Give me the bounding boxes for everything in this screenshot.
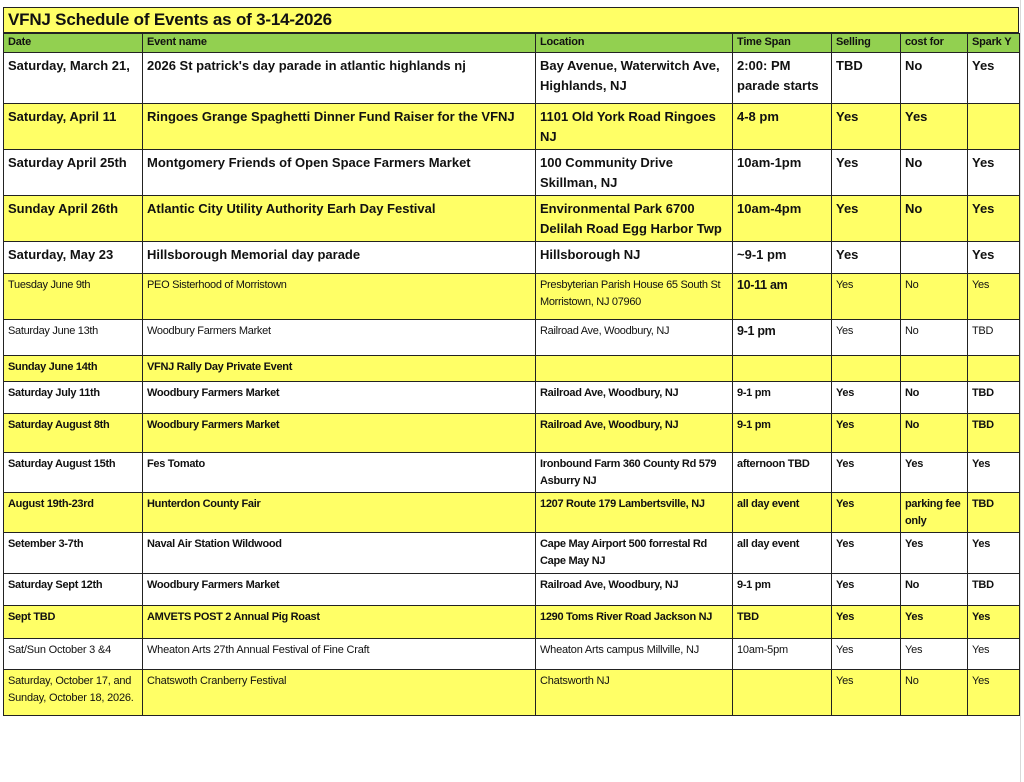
cell-event-name[interactable]: Montgomery Friends of Open Space Farmers Market [143, 150, 536, 196]
grid-edge [1020, 0, 1024, 782]
cell-selling[interactable]: Yes [832, 274, 901, 320]
cell-location[interactable]: Hillsborough NJ [536, 242, 733, 274]
cell-date[interactable]: Sept TBD [4, 606, 143, 639]
header-time-span[interactable]: Time Span [733, 34, 832, 53]
cell-event-name[interactable]: Naval Air Station Wildwood [143, 533, 536, 574]
cell-spark[interactable]: Yes [968, 670, 1020, 716]
cell-event-name[interactable]: Woodbury Farmers Market [143, 382, 536, 414]
cell-selling[interactable]: Yes [832, 574, 901, 606]
cell-date[interactable]: Saturday, March 21, [4, 53, 143, 104]
table-row [4, 320, 1020, 356]
cell-selling[interactable]: Yes [832, 196, 901, 242]
header-event-name[interactable]: Event name [143, 34, 536, 53]
table-row [4, 53, 1020, 104]
cell-date[interactable]: Saturday August 15th [4, 453, 143, 493]
cell-time-span[interactable]: 10-11 am [733, 274, 832, 320]
cell-date[interactable]: Saturday, May 23 [4, 242, 143, 274]
header-spark[interactable]: Spark Y [968, 34, 1020, 53]
table-row [4, 493, 1020, 533]
cell-location[interactable]: Bay Avenue, Waterwitch Ave, Highlands, NJ [536, 53, 733, 104]
cell-time-span[interactable]: 9-1 pm [733, 320, 832, 356]
table-row [4, 242, 1020, 274]
cell-selling[interactable] [832, 356, 901, 382]
cell-cost-for[interactable]: No [901, 670, 968, 716]
cell-event-name[interactable]: VFNJ Rally Day Private Event [143, 356, 536, 382]
cell-selling[interactable]: Yes [832, 533, 901, 574]
cell-cost-for[interactable]: No [901, 320, 968, 356]
cell-spark[interactable] [968, 104, 1020, 150]
cell-location[interactable]: Environmental Park 6700 Delilah Road Egg Harbor Twp [536, 196, 733, 242]
cell-event-name[interactable]: Woodbury Farmers Market [143, 414, 536, 453]
cell-time-span[interactable]: TBD [733, 606, 832, 639]
cell-event-name[interactable]: Hillsborough Memorial day parade [143, 242, 536, 274]
cell-date[interactable]: Saturday June 13th [4, 320, 143, 356]
cell-cost-for[interactable]: No [901, 150, 968, 196]
cell-selling[interactable]: Yes [832, 320, 901, 356]
cell-event-name[interactable]: AMVETS POST 2 Annual Pig Roast [143, 606, 536, 639]
cell-date[interactable]: Setember 3-7th [4, 533, 143, 574]
cell-cost-for[interactable]: Yes [901, 453, 968, 493]
cell-selling[interactable]: Yes [832, 150, 901, 196]
cell-cost-for[interactable]: No [901, 414, 968, 453]
cell-location[interactable]: Ironbound Farm 360 County Rd 579 Asburry NJ [536, 453, 733, 493]
cell-selling[interactable]: Yes [832, 104, 901, 150]
cell-cost-for[interactable] [901, 356, 968, 382]
cell-time-span[interactable]: afternoon TBD [733, 453, 832, 493]
header-cost-for[interactable]: cost for [901, 34, 968, 53]
events-body [4, 53, 1020, 716]
table-row [4, 606, 1020, 639]
cell-location[interactable]: Railroad Ave, Woodbury, NJ [536, 320, 733, 356]
table-row [4, 356, 1020, 382]
cell-selling[interactable]: TBD [832, 53, 901, 104]
table-row [4, 274, 1020, 320]
header-date[interactable]: Date [4, 34, 143, 53]
cell-spark[interactable]: Yes [968, 274, 1020, 320]
cell-cost-for[interactable]: No [901, 196, 968, 242]
cell-spark[interactable]: Yes [968, 606, 1020, 639]
cell-cost-for[interactable]: parking fee only [901, 493, 968, 533]
cell-time-span[interactable] [733, 670, 832, 716]
table-row [4, 196, 1020, 242]
cell-cost-for[interactable]: No [901, 53, 968, 104]
cell-cost-for[interactable]: Yes [901, 606, 968, 639]
table-row [4, 453, 1020, 493]
cell-event-name[interactable]: 2026 St patrick's day parade in atlantic highlands nj [143, 53, 536, 104]
cell-location[interactable]: Wheaton Arts campus Millville, NJ [536, 639, 733, 670]
cell-event-name[interactable]: Wheaton Arts 27th Annual Festival of Fine Craft [143, 639, 536, 670]
cell-spark[interactable]: TBD [968, 574, 1020, 606]
cell-time-span[interactable]: 10am-4pm [733, 196, 832, 242]
cell-selling[interactable]: Yes [832, 414, 901, 453]
cell-date[interactable]: Saturday, April 11 [4, 104, 143, 150]
table-row [4, 670, 1020, 716]
cell-date[interactable]: Sat/Sun October 3 &4 [4, 639, 143, 670]
header-row [4, 34, 1020, 53]
cell-event-name[interactable]: Hunterdon County Fair [143, 493, 536, 533]
cell-location[interactable] [536, 356, 733, 382]
cell-time-span[interactable] [733, 356, 832, 382]
cell-spark[interactable] [968, 356, 1020, 382]
cell-time-span[interactable]: ~9-1 pm [733, 242, 832, 274]
cell-location[interactable]: 1101 Old York Road Ringoes NJ [536, 104, 733, 150]
cell-cost-for[interactable]: No [901, 274, 968, 320]
cell-selling[interactable]: Yes [832, 493, 901, 533]
cell-date[interactable]: Sunday April 26th [4, 196, 143, 242]
cell-cost-for[interactable] [901, 242, 968, 274]
cell-event-name[interactable]: Fes Tomato [143, 453, 536, 493]
cell-spark[interactable]: Yes [968, 533, 1020, 574]
header-location[interactable]: Location [536, 34, 733, 53]
cell-event-name[interactable]: PEO Sisterhood of Morristown [143, 274, 536, 320]
sheet-title: VFNJ Schedule of Events as of 3-14-2026 [8, 10, 332, 29]
cell-spark[interactable]: TBD [968, 320, 1020, 356]
cell-spark[interactable]: TBD [968, 382, 1020, 414]
table-row [4, 639, 1020, 670]
table-row [4, 104, 1020, 150]
cell-selling[interactable]: Yes [832, 606, 901, 639]
cell-date[interactable]: Sunday June 14th [4, 356, 143, 382]
cell-time-span[interactable]: 10am-1pm [733, 150, 832, 196]
cell-event-name[interactable]: Woodbury Farmers Market [143, 574, 536, 606]
cell-location[interactable]: Railroad Ave, Woodbury, NJ [536, 382, 733, 414]
cell-selling[interactable]: Yes [832, 639, 901, 670]
cell-location[interactable]: Cape May Airport 500 forrestal Rd Cape May NJ [536, 533, 733, 574]
cell-location[interactable]: 1207 Route 179 Lambertsville, NJ [536, 493, 733, 533]
cell-spark[interactable]: TBD [968, 493, 1020, 533]
cell-time-span[interactable]: 10am-5pm [733, 639, 832, 670]
cell-spark[interactable]: Yes [968, 150, 1020, 196]
cell-date[interactable]: Saturday Sept 12th [4, 574, 143, 606]
cell-spark[interactable]: Yes [968, 453, 1020, 493]
cell-event-name[interactable]: Chatswoth Cranberry Festival [143, 670, 536, 716]
table-row [4, 382, 1020, 414]
cell-date[interactable]: Saturday August 8th [4, 414, 143, 453]
cell-time-span[interactable]: 2:00: PM parade starts [733, 53, 832, 104]
cell-selling[interactable]: Yes [832, 382, 901, 414]
events-table [3, 33, 1020, 716]
cell-selling[interactable]: Yes [832, 242, 901, 274]
cell-selling[interactable]: Yes [832, 453, 901, 493]
cell-event-name[interactable]: Woodbury Farmers Market [143, 320, 536, 356]
header-selling[interactable]: Selling [832, 34, 901, 53]
cell-location[interactable]: Railroad Ave, Woodbury, NJ [536, 414, 733, 453]
cell-time-span[interactable]: all day event [733, 493, 832, 533]
cell-time-span[interactable]: 4-8 pm [733, 104, 832, 150]
cell-spark[interactable]: Yes [968, 242, 1020, 274]
cell-location[interactable]: 1290 Toms River Road Jackson NJ [536, 606, 733, 639]
cell-date[interactable]: Saturday April 25th [4, 150, 143, 196]
cell-location[interactable]: Presbyterian Parish House 65 South St Morristown, NJ 07960 [536, 274, 733, 320]
cell-location[interactable]: 100 Community Drive Skillman, NJ [536, 150, 733, 196]
cell-cost-for[interactable]: No [901, 574, 968, 606]
cell-cost-for[interactable]: Yes [901, 533, 968, 574]
cell-cost-for[interactable]: No [901, 382, 968, 414]
cell-location[interactable]: Chatsworth NJ [536, 670, 733, 716]
cell-time-span[interactable]: 9-1 pm [733, 382, 832, 414]
cell-event-name[interactable]: Ringoes Grange Spaghetti Dinner Fund Raiser for the VFNJ [143, 104, 536, 150]
cell-time-span[interactable]: 9-1 pm [733, 414, 832, 453]
cell-date[interactable]: Tuesday June 9th [4, 274, 143, 320]
cell-spark[interactable]: Yes [968, 53, 1020, 104]
table-row [4, 414, 1020, 453]
cell-cost-for[interactable]: Yes [901, 639, 968, 670]
title-row[interactable] [3, 7, 1019, 33]
cell-date[interactable]: August 19th-23rd [4, 493, 143, 533]
cell-time-span[interactable]: 9-1 pm [733, 574, 832, 606]
cell-event-name[interactable]: Atlantic City Utility Authority Earh Day Festival [143, 196, 536, 242]
cell-spark[interactable]: TBD [968, 414, 1020, 453]
table-row [4, 533, 1020, 574]
cell-spark[interactable]: Yes [968, 639, 1020, 670]
cell-cost-for[interactable]: Yes [901, 104, 968, 150]
table-row [4, 574, 1020, 606]
cell-location[interactable]: Railroad Ave, Woodbury, NJ [536, 574, 733, 606]
cell-selling[interactable]: Yes [832, 670, 901, 716]
table-row [4, 150, 1020, 196]
cell-time-span[interactable]: all day event [733, 533, 832, 574]
cell-spark[interactable]: Yes [968, 196, 1020, 242]
cell-date[interactable]: Saturday July 11th [4, 382, 143, 414]
cell-date[interactable]: Saturday, October 17, and Sunday, October 18, 2026. [4, 670, 143, 716]
